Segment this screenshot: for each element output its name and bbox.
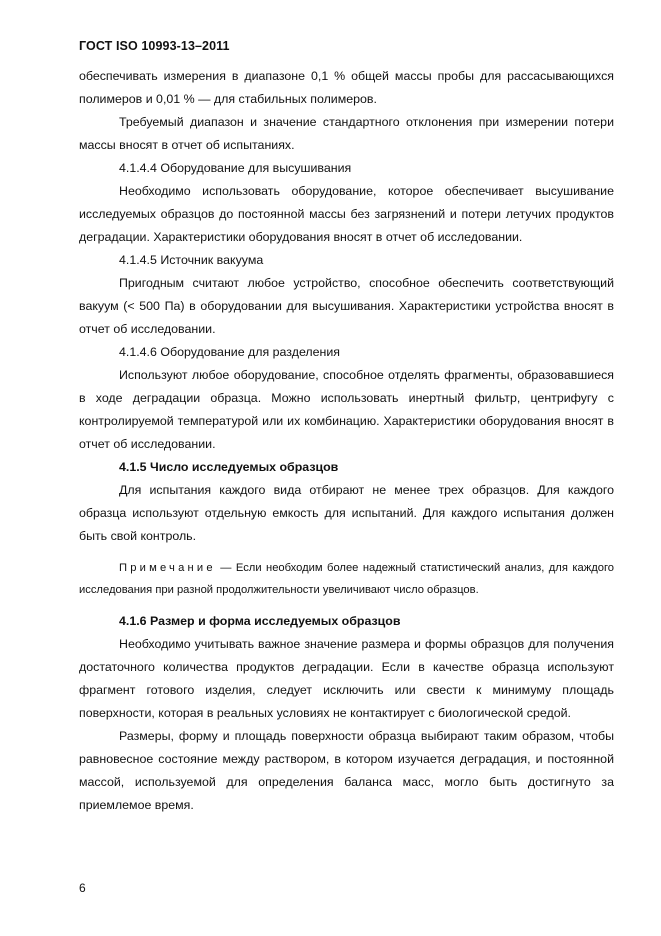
section-heading-4-1-4-4: 4.1.4.4 Оборудование для высушивания (119, 161, 352, 175)
section-heading-4-1-5: 4.1.5 Число исследуемых образцов (119, 460, 339, 474)
paragraph: Используют любое оборудование, способное отделять фрагменты, образовавшиеся в ходе деградации образца. Можно использовать инертный фильтр, центрифугу с контролируемой температурой или их комбинацию. Характеристики оборудования вносят в отчет об исследовании. (79, 368, 614, 451)
paragraph: Пригодным считают любое устройство, способное обеспечить соответствующий вакуум (< 500 Па) в оборудовании для высушивания. Характеристики устройства вносят в отчет об исследовании. (79, 276, 614, 336)
section-heading-4-1-4-6: 4.1.4.6 Оборудование для разделения (119, 345, 341, 359)
paragraph: Необходимо использовать оборудование, которое обеспечивает высушивание исследуемых образцов до постоянной массы без загрязнений и потери летучих продуктов деградации. Характеристики оборудования вносят в отчет об исследовании. (79, 184, 614, 244)
page-number: 6 (79, 881, 86, 895)
paragraph: Размеры, форму и площадь поверхности образца выбирают таким образом, чтобы равновесное состояние между раствором, в котором изучается деградация, и постоянной массой, используемой для определения баланса масс, могло быть достигнуто за приемлемое время. (79, 729, 614, 812)
section-heading-4-1-4-5: 4.1.4.5 Источник вакуума (119, 253, 264, 267)
document-header: ГОСТ ISO 10993-13–2011 (79, 39, 230, 53)
paragraph-continuation: обеспечивать измерения в диапазоне 0,1 % общей массы пробы для рассасывающихся полимеров и 0,01 % — для стабильных полимеров. (79, 69, 614, 106)
note (79, 557, 614, 601)
document-body (79, 65, 614, 817)
note-label: Примечание (119, 562, 216, 574)
section-heading-4-1-6: 4.1.6 Размер и форма исследуемых образцов (119, 614, 401, 628)
paragraph: Требуемый диапазон и значение стандартного отклонения при измерении потери массы вносят в отчет об испытаниях. (79, 115, 614, 152)
note-text: — Если необходим более надежный статистический анализ, для каждого исследования при разной продолжительности увеличивают число образцов. (79, 562, 614, 596)
paragraph: Необходимо учитывать важное значение размера и формы образцов для получения достаточного количества продуктов деградации. Если в качестве образца используют фрагмент готового изделия, следует исключить или свести к минимуму площадь поверхности, которая в реальных условиях не контактирует с биологической средой. (79, 637, 614, 720)
paragraph: Для испытания каждого вида отбирают не менее трех образцов. Для каждого образца используют отдельную емкость для испытаний. Для каждого испытания должен быть свой контроль. (79, 483, 614, 543)
